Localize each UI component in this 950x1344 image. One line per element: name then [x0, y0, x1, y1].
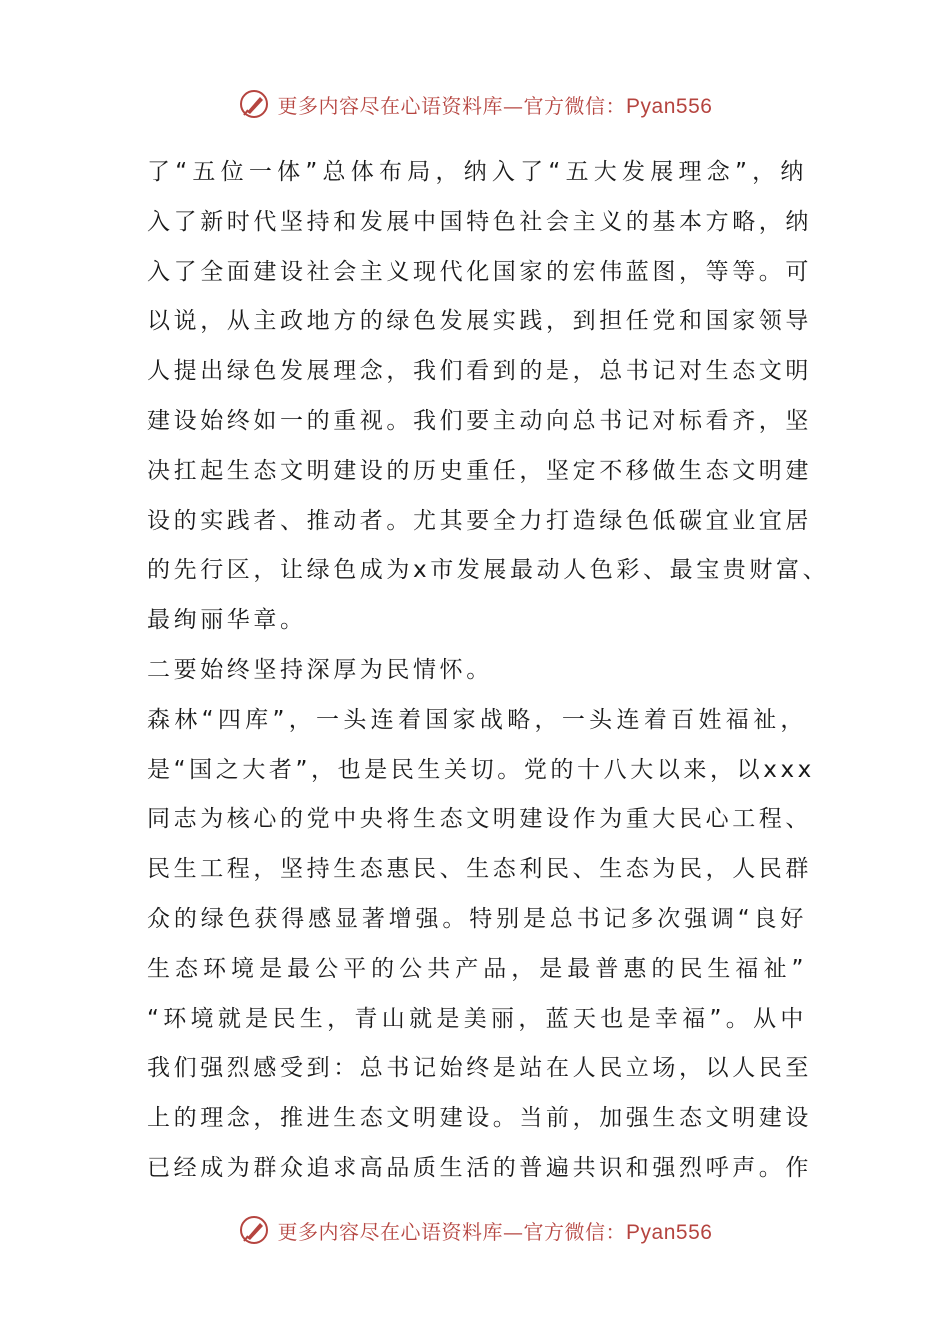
text-line: 的先行区，让绿色成为x市发展最动人色彩、最宝贵财富、	[147, 557, 830, 584]
text-line: 建设始终如一的重视。我们要主动向总书记对标看齐，坚	[147, 407, 812, 434]
watermark-wechat-id: Pyan556	[626, 94, 713, 118]
text-line: 上的理念，推进生态文明建设。当前，加强生态文明建设	[147, 1105, 812, 1132]
section-heading: 二要始终坚持深厚为民情怀。	[147, 656, 493, 683]
text-line: 民生工程，坚持生态惠民、生态利民、生态为民，人民群	[147, 856, 812, 883]
footer-watermark	[0, 1210, 950, 1250]
text-line: 同志为核心的党中央将生态文明建设作为重大民心工程、	[147, 806, 812, 833]
text-line: 以说，从主政地方的绿色发展实践，到担任党和国家领导	[147, 308, 812, 335]
text-line: 入了新时代坚持和发展中国特色社会主义的基本方略，纳	[147, 208, 812, 235]
watermark-wechat-id: Pyan556	[626, 1220, 713, 1244]
text-line: 了“五位一体”总体布局，纳入了“五大发展理念”，纳	[147, 159, 807, 185]
quill-logo-icon	[238, 88, 270, 120]
text-line: 最绚丽华章。	[147, 607, 307, 634]
text-line: 入了全面建设社会主义现代化国家的宏伟蓝图，等等。可	[147, 258, 812, 285]
watermark-text	[278, 90, 713, 119]
text-line: 众的绿色获得感显著增强。特别是总书记多次强调“良好	[147, 905, 807, 932]
text-line: 已经成为群众追求高品质生活的普遍共识和强烈呼声。作	[147, 1154, 812, 1181]
watermark-label: 更多内容尽在心语资料库—官方微信：	[277, 93, 627, 118]
text-line: 是“国之大者”，也是民生关切。党的十八大以来，以xxx	[147, 756, 815, 783]
quill-logo-icon	[238, 1214, 270, 1246]
header-watermark	[0, 84, 950, 124]
text-line: 决扛起生态文明建设的历史重任，坚定不移做生态文明建	[147, 457, 812, 484]
document-body	[147, 148, 830, 1194]
text-line: 森林“四库”，一头连着国家战略，一头连着百姓福祉，	[147, 706, 807, 733]
watermark-text	[278, 1216, 713, 1245]
text-line: 生态环境是最公平的公共产品，是最普惠的民生福祉”	[147, 955, 807, 982]
watermark-label: 更多内容尽在心语资料库—官方微信：	[277, 1219, 627, 1244]
text-line: 设的实践者、推动者。尤其要全力打造绿色低碳宜业宜居	[147, 507, 812, 534]
text-line: 我们强烈感受到：总书记始终是站在人民立场，以人民至	[147, 1055, 812, 1082]
text-line: “环境就是民生，青山就是美丽，蓝天也是幸福”。从中	[147, 1005, 807, 1032]
text-line: 人提出绿色发展理念，我们看到的是，总书记对生态文明	[147, 358, 812, 385]
